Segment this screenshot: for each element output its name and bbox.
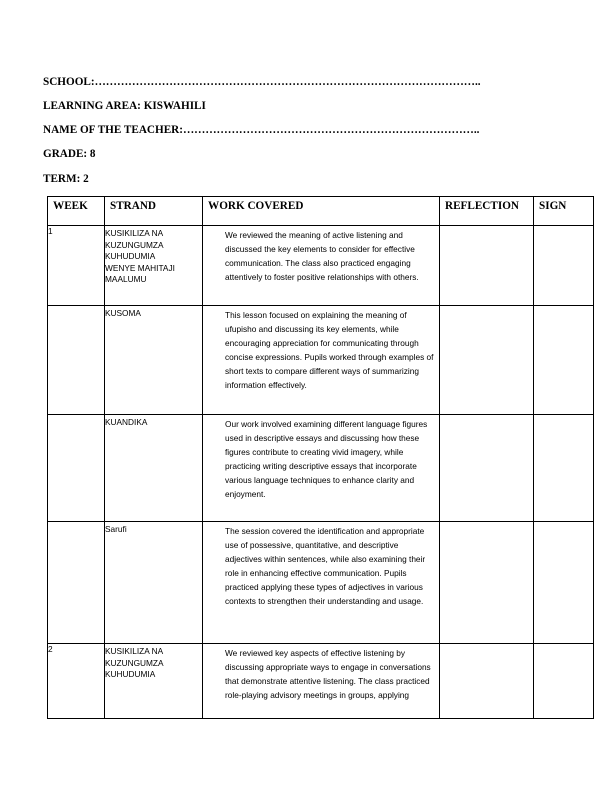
strand-cell bbox=[105, 306, 203, 415]
strand-line: WENYE MAHITAJI bbox=[105, 262, 175, 273]
work-covered-table bbox=[47, 196, 594, 719]
school-field: SCHOOL:………………………………………………………………………………………….. bbox=[43, 76, 481, 88]
strand-cell bbox=[105, 644, 203, 719]
term: TERM: 2 bbox=[43, 173, 89, 185]
strand-line: MAALUMU bbox=[105, 274, 147, 285]
work-covered-cell: We reviewed key aspects of effective listening by discussing appropriate ways to engage in conversations that demonstrate attentive listening. The class practiced role-playing advisory meetings in groups, applying bbox=[203, 644, 440, 719]
table-row bbox=[48, 226, 594, 306]
table-row bbox=[48, 644, 594, 719]
strand-cell bbox=[105, 226, 203, 306]
strand-line: Sarufi bbox=[105, 524, 127, 534]
strand-cell bbox=[105, 415, 203, 522]
sign-cell[interactable] bbox=[534, 644, 594, 719]
reflection-cell[interactable] bbox=[440, 522, 534, 644]
column-header-week: WEEK bbox=[48, 197, 105, 226]
sign-cell[interactable] bbox=[534, 226, 594, 306]
work-covered-cell: Our work involved examining different language figures used in descriptive essays and discussing how these figures contribute to creating vivid imagery, while practicing writing descriptive essays that incorporate various language techniques to enhance clarity and enjoyment. bbox=[203, 415, 440, 522]
strand-cell bbox=[105, 522, 203, 644]
strand-line: KUZUNGUMZA bbox=[105, 657, 164, 668]
table-row bbox=[48, 306, 594, 415]
learning-area: LEARNING AREA: KISWAHILI bbox=[43, 100, 206, 112]
strand-line: KUANDIKA bbox=[105, 417, 148, 427]
reflection-cell[interactable] bbox=[440, 415, 534, 522]
sign-cell[interactable] bbox=[534, 415, 594, 522]
week-cell bbox=[48, 306, 105, 415]
work-covered-cell: This lesson focused on explaining the meaning of ufupisho and discussing its key elements, while encouraging appreciation for communicating through concise expressions. Pupils worked through examples of short texts to compare different ways of summarizing information effectively. bbox=[203, 306, 440, 415]
strand-line: KUSIKILIZA NA bbox=[105, 228, 164, 238]
strand-line: KUHUDUMIA bbox=[105, 251, 156, 262]
grade: GRADE: 8 bbox=[43, 148, 96, 160]
column-header-sign: SIGN bbox=[534, 197, 594, 226]
strand-line: KUZUNGUMZA bbox=[105, 239, 164, 250]
work-covered-cell: The session covered the identification and appropriate use of possessive, quantitative, and descriptive adjectives within sentences, while also examining their role in enhancing effective communication. Pupils practiced applying these types of adjectives in various contexts to strengthen their understanding and usage. bbox=[203, 522, 440, 644]
strand-line: KUHUDUMIA bbox=[105, 669, 156, 680]
table-header-row bbox=[48, 197, 594, 226]
sign-cell[interactable] bbox=[534, 522, 594, 644]
table-row bbox=[48, 522, 594, 644]
reflection-cell[interactable] bbox=[440, 644, 534, 719]
week-cell: 2 bbox=[48, 644, 105, 719]
week-cell bbox=[48, 415, 105, 522]
column-header-strand: STRAND bbox=[105, 197, 203, 226]
sign-cell[interactable] bbox=[534, 306, 594, 415]
strand-line: KUSOMA bbox=[105, 308, 141, 318]
work-covered-cell: We reviewed the meaning of active listening and discussed the key elements to consider for effective communication. The class also practiced engaging attentively to foster positive relationships with others. bbox=[203, 226, 440, 306]
week-cell bbox=[48, 522, 105, 644]
reflection-cell[interactable] bbox=[440, 226, 534, 306]
column-header-reflection: REFLECTION bbox=[440, 197, 534, 226]
week-cell: 1 bbox=[48, 226, 105, 306]
strand-line: KUSIKILIZA NA bbox=[105, 646, 164, 656]
column-header-work-covered: WORK COVERED bbox=[203, 197, 440, 226]
table-row bbox=[48, 415, 594, 522]
teacher-name-field: NAME OF THE TEACHER:…………………………………………………………………….. bbox=[43, 124, 480, 136]
reflection-cell[interactable] bbox=[440, 306, 534, 415]
